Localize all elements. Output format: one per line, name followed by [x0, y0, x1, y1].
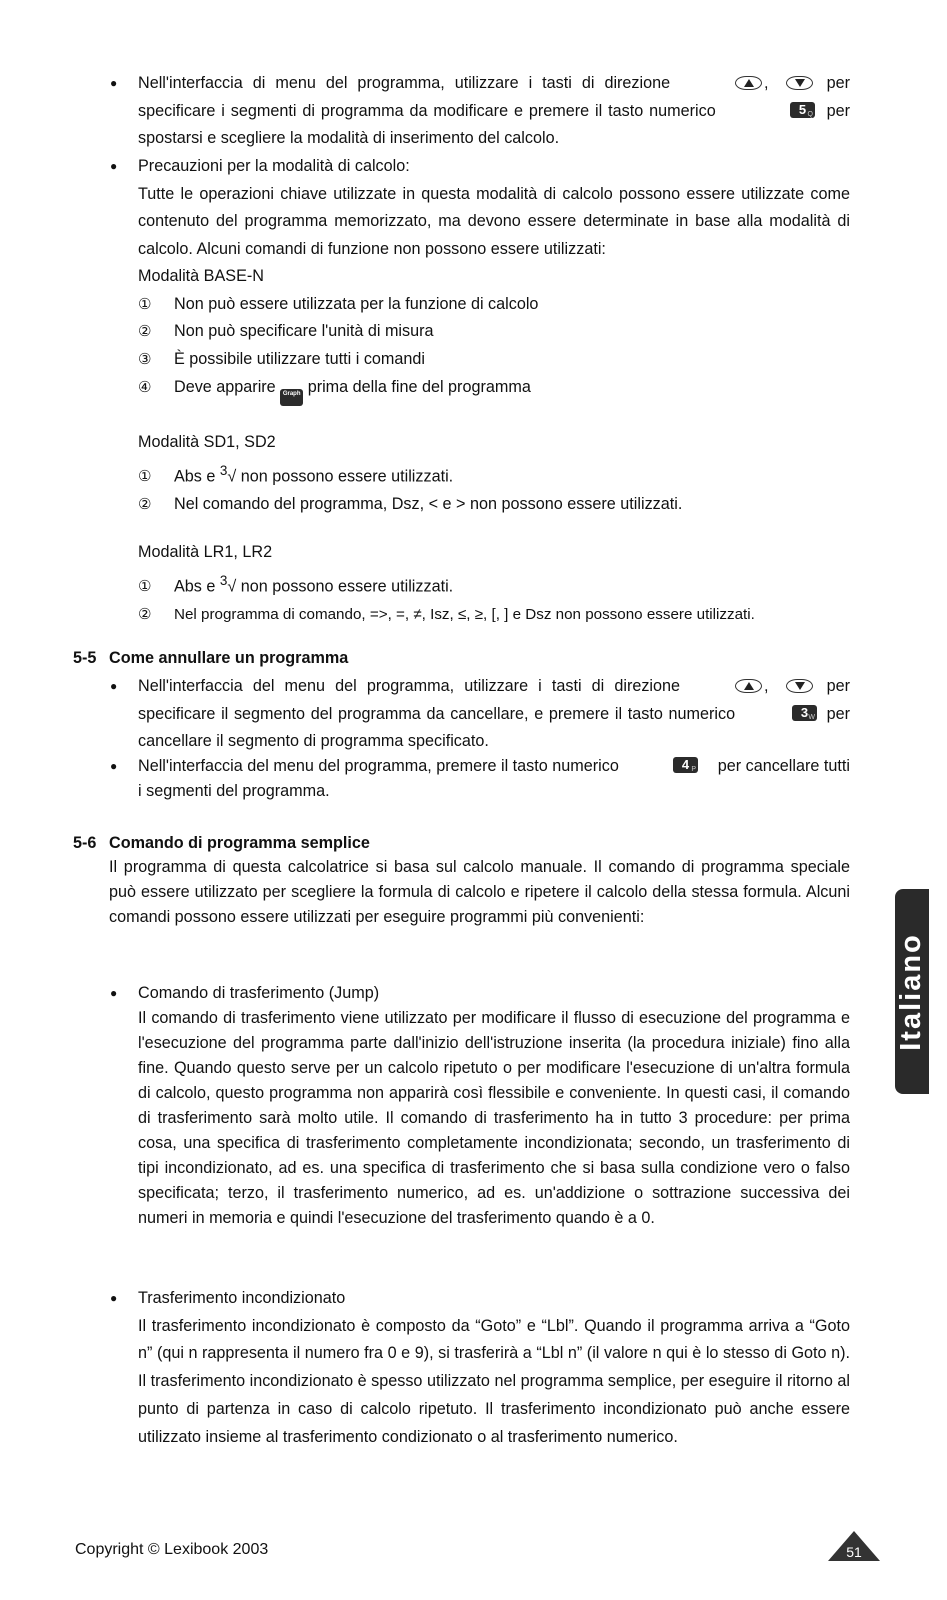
bullet-title: Comando di trasferimento (Jump): [138, 984, 380, 1002]
up-arrow-key-icon: [735, 76, 762, 90]
bullet-text: specificare il segmento del programma da cancellare, e premere il tasto numerico: [138, 704, 736, 723]
language-label: Italiano: [895, 932, 928, 1051]
bullet-dot-icon: ●: [110, 759, 118, 773]
bullet-select-segments: [138, 70, 850, 153]
bullet-text-end: per: [826, 704, 850, 723]
sd-section: [138, 429, 850, 519]
bullet-text: cancellare il segmento di programma specificato.: [138, 732, 489, 751]
bullet-cancel-all: [138, 753, 850, 806]
list-item: ④ Deve apparire Graph prima della fine del programma: [138, 374, 850, 406]
list-item: ② Nel comando del programma, Dsz, < e > non possono essere utilizzati.: [138, 494, 683, 513]
bullet-paragraph: Il comando di trasferimento viene utilizzato per modificare il flusso di esecuzione del programma e l'esecuzione del programma parte dall'inizio dell'istruzione inserita (la procedura iniziale) fino alla fine. Quando questo serve per un calcolo ripetuto o per modificare l'esecuzione di un'altra formula di calcolo, questo programma non apparirà così flessibile e conveniente. In questi casi, il comando di trasferimento sarà molto utile. Il comando di trasferimento ha in tutto 3 procedure: per prima cosa, una specifica di trasferimento completamente incondizionata; secondo, un trasferimento di tipi incondizionato, ad es. una specifica di trasferimento che si basa sulla condizione vero o falso specificata; terzo, il trasferimento numerico, ad es. un'addizione o sottrazione successiva dei numeri in memoria e quindi l'esecuzione del trasferimento quando è a 0.: [138, 1009, 850, 1227]
bullet-dot-icon: ●: [110, 986, 118, 1000]
bullet-text-end: per: [826, 101, 850, 120]
bullet-dot-icon: ●: [110, 159, 118, 173]
separator: ,: [764, 677, 769, 695]
bullet-precautions: [138, 153, 850, 264]
graph-key-icon: Graph: [280, 389, 303, 406]
list-item: ① Non può essere utilizzata per la funzione di calcolo: [138, 294, 539, 313]
bullet-paragraph: Tutte le operazioni chiave utilizzate in questa modalità di calcolo possono essere utilizzate come contenuto del programma memorizzato, ma devono essere determinate in base alla modalità di calcolo. Alcuni comandi di funzione non possono essere utilizzati:: [138, 184, 850, 259]
bullet-title: Trasferimento incondizionato: [138, 1289, 346, 1307]
list-item: ① Abs e $^3$√ non possono essere utilizzati.: [138, 572, 454, 596]
copyright-text: Copyright © Lexibook 2003: [75, 1541, 269, 1558]
section-intro: Il programma di questa calcolatrice si basa sul calcolo manuale. Il comando di programma speciale può essere utilizzato per scegliere la formula di calcolo e ripetere il calcolo della stessa formula. Alcuni comandi possono essere utilizzati per eseguire programmi più convenienti:: [109, 858, 850, 926]
base-n-section: [138, 263, 850, 406]
mode-title: Modalità BASE-N: [138, 267, 264, 285]
up-arrow-key-icon: [735, 679, 762, 693]
language-tab: [895, 889, 929, 1094]
bullet-text: Nell'interfaccia di menu del programma, utilizzare i tasti di direzione: [138, 74, 671, 92]
bullet-dot-icon: ●: [110, 1291, 118, 1305]
section-heading-5-6: 5-6 Comando di programma semplice: [73, 834, 370, 852]
mode-title: Modalità LR1, LR2: [138, 543, 273, 561]
list-item: ③ È possibile utilizzare tutti i comandi: [138, 350, 426, 369]
list-item: ② Non può specificare l'unità di misura: [138, 322, 434, 341]
bullet-paragraph: Il trasferimento incondizionato è composto da “Goto” e “Lbl”. Quando il programma arriva a “Goto n” (qui n rappresenta il numero fra 0 e 9), si trasferirà a “Lbl n” (il valore n qui è lo stesso di Goto n). Il trasferimento incondizionato è spesso utilizzato nel programma semplice, per eseguire il ritorno al punto di partenza in caso di calcolo ripetuto. Il trasferimento incondizionato può anche essere utilizzato insieme al trasferimento condizionato o al trasferimento numerico.: [138, 1316, 850, 1446]
separator: ,: [764, 74, 769, 92]
bullet-jump-command: [138, 981, 850, 1231]
down-arrow-key-icon: [786, 679, 813, 693]
bullet-text-end: per: [826, 677, 850, 695]
bullet-text: specificare i segmenti di programma da modificare e premere il tasto numerico: [138, 101, 716, 120]
list-item: ② Nel programma di comando, =>, =, ≠, Isz, ≤, ≥, [, ] e Dsz non possono essere utilizzati.: [138, 605, 755, 623]
list-item: ① Abs e $^3$√ non possono essere utilizzati.: [138, 462, 454, 486]
bullet-text-end: per cancellare tutti: [717, 757, 850, 775]
key-5-icon: 5 Q: [790, 102, 815, 118]
page-number-badge: [828, 1531, 880, 1561]
lr-section: [138, 539, 850, 629]
bullet-text: i segmenti del programma.: [138, 782, 330, 800]
bullet-title: Precauzioni per la modalità di calcolo:: [138, 157, 410, 175]
bullet-dot-icon: ●: [110, 76, 118, 90]
section-heading-5-5: 5-5 Come annullare un programma: [73, 649, 349, 667]
mode-title: Modalità SD1, SD2: [138, 433, 276, 451]
bullet-text: spostarsi e scegliere la modalità di inserimento del calcolo.: [138, 129, 560, 148]
bullet-text: Nell'interfaccia del menu del programma, premere il tasto numerico: [138, 757, 619, 775]
key-4-icon: 4 P: [673, 757, 698, 773]
down-arrow-key-icon: [786, 76, 813, 90]
key-3-icon: 3 W: [792, 705, 817, 721]
bullet-text-end: per: [826, 74, 850, 92]
bullet-cancel-segment: [138, 673, 850, 756]
page-number: 51: [846, 1544, 862, 1560]
bullet-text: Nell'interfaccia del menu del programma, utilizzare i tasti di direzione: [138, 677, 681, 695]
bullet-dot-icon: ●: [110, 679, 118, 693]
bullet-unconditional-jump: [138, 1285, 850, 1451]
